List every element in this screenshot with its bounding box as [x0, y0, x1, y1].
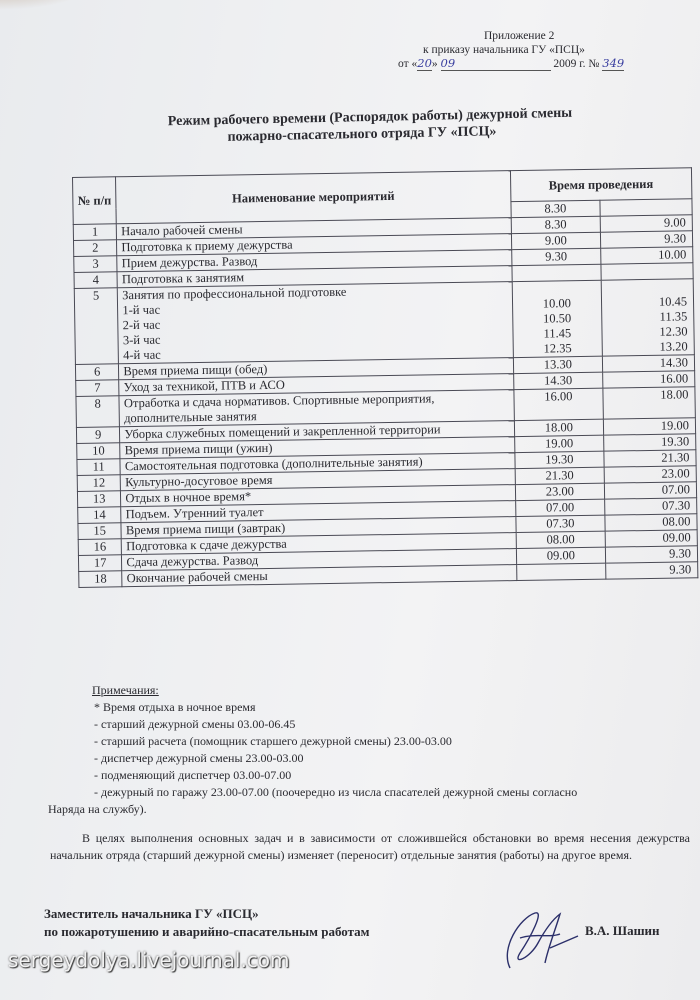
row-number: 16 [78, 539, 122, 556]
row-start-time: 13.30 [513, 356, 603, 373]
closing-paragraph: В целях выполнения основных задач и в зависимости от сложившейся обстановки во время несения дежурства начальник отряда (старший дежурной смены) изменяет (переносит) отдельные занятия (работы) на другое время. [50, 831, 690, 862]
note-continuation: Наряда на службу). [48, 802, 147, 816]
row-activity [118, 282, 513, 364]
row-end-time: 14.30 [603, 355, 695, 372]
row-activity: Время приема пищи (обед) [119, 358, 513, 380]
handwritten-signature [490, 908, 580, 978]
row-number: 1 [73, 224, 117, 241]
sub-start-time: 10.00 [542, 296, 572, 311]
sub-hour-label: 1-й час [122, 302, 161, 318]
row-activity: Отработка и сдача нормативов. Спортивные мероприятия, дополнительные занятия [119, 390, 514, 427]
sub-hour-label: 4-й час [123, 347, 161, 363]
row-number: 11 [77, 459, 121, 476]
row-activity: Самостоятельная подготовка (дополнительные занятия) [120, 453, 514, 475]
row-end-time: 21.30 [604, 450, 696, 467]
row-number: 6 [75, 364, 119, 381]
row-start-time: 07.00 [515, 499, 605, 516]
row-number: 15 [78, 523, 122, 540]
row-activity: Отдых в ночное время* [121, 485, 515, 507]
appendix-line-2: к приказу начальника ГУ «ПСЦ» [423, 44, 585, 56]
row-end-times [601, 279, 694, 356]
row-end-time [601, 263, 693, 280]
row-activity: Сдача дежурства. Развод [122, 549, 516, 571]
document-title-line-2: пожарно-спасательного отряда ГУ «ПСЦ» [227, 124, 497, 145]
row-activity: Время приема пищи (завтрак) [121, 517, 515, 539]
row-number: 9 [76, 427, 120, 444]
header-num: № п/п [73, 177, 117, 225]
sub-end-time: 13.20 [659, 339, 688, 354]
row-start-time: 9.00 [511, 232, 601, 249]
row-end-time: 18.00 [603, 387, 695, 419]
row-activity: Подготовка к занятиям [117, 266, 511, 288]
sub-start-time: 11.45 [543, 326, 572, 341]
row-activity: Окончание рабочей смены [122, 565, 516, 587]
pre-row-end [600, 199, 692, 216]
row-end-time: 9.30 [601, 231, 693, 248]
row-number: 14 [78, 507, 122, 524]
row-activity: Подготовка к приему дежурства [117, 234, 511, 256]
row-number: 7 [76, 380, 120, 397]
row-end-time: 9.00 [600, 215, 692, 232]
year-text: 2009 г. № [553, 58, 600, 70]
row-start-time: 09.00 [516, 547, 606, 564]
row-start-time: 21.30 [515, 467, 605, 484]
sub-hour-label: 3-й час [122, 332, 161, 348]
row-end-time: 9.30 [606, 562, 698, 579]
row-end-time: 10.00 [601, 247, 693, 264]
document-title-line-1: Режим рабочего времени (Распорядок работы) дежурной смены [167, 105, 573, 130]
note-item: - старший дежурной смены 03.00-06.45 [94, 717, 296, 731]
row-start-time: 14.30 [513, 372, 603, 389]
row-end-time: 9.30 [606, 546, 698, 563]
row-start-time: 07.30 [515, 515, 605, 532]
row-end-time: 19.30 [604, 434, 696, 451]
row-number: 8 [76, 396, 120, 428]
row-end-time: 23.00 [604, 466, 696, 483]
appendix-line-1: Приложение 2 [484, 30, 555, 42]
row-number: 5 [74, 288, 119, 365]
table-row [74, 279, 694, 365]
sub-start-time: 12.35 [543, 341, 572, 356]
sub-end-time: 10.45 [658, 294, 688, 309]
note-item: - старший расчета (помощник старшего дежурной смены) 23.00-03.00 [94, 734, 452, 748]
row-start-time: 16.00 [513, 388, 603, 420]
handwritten-order-number: 349 [602, 56, 625, 70]
date-prefix: от « [398, 58, 418, 70]
note-item: - дежурный по гаражу 23.00-07.00 (поочередно из числа спасателей дежурной смены согласно [94, 785, 578, 799]
row-activity: Уборка служебных помещений и закрепленной территории [120, 421, 514, 443]
row-end-time: 16.00 [603, 371, 695, 388]
row-number: 3 [74, 256, 118, 273]
row-activity: Подъем. Утренний туалет [121, 501, 515, 523]
paper-edge-shadow [0, 0, 100, 10]
row-number: 10 [77, 443, 121, 460]
appendix-line-3 [398, 57, 624, 71]
signature-block [44, 905, 370, 941]
row-start-time: 08.00 [516, 531, 606, 548]
row-start-time: 19.00 [514, 435, 604, 452]
row-number: 18 [79, 571, 123, 588]
notes-section [48, 682, 578, 816]
watermark: sergeydolya.livejournal.com [8, 948, 290, 972]
header-name: Наименование мероприятий [116, 171, 511, 224]
row-end-time: 09.00 [605, 530, 697, 547]
row-number: 13 [77, 491, 121, 508]
signatory-title-line-2: по пожаротушению и аварийно-спасательным работам [44, 924, 370, 939]
note-item: - диспетчер дежурной смены 23.00-03.00 [94, 751, 304, 765]
header-time: Время проведения [510, 168, 692, 202]
row-start-time: 8.30 [511, 216, 601, 233]
row-number: 12 [77, 475, 121, 492]
table-body [73, 215, 698, 588]
row-start-time: 19.30 [514, 451, 604, 468]
notes-header: Примечания: [92, 683, 159, 697]
row-number: 17 [78, 555, 122, 572]
row-activity: Прием дежурства. Развод [117, 250, 511, 272]
pre-row-start: 8.30 [510, 200, 600, 217]
row-activity: Начало рабочей смены [117, 218, 511, 240]
row-end-time: 19.00 [604, 418, 696, 435]
signer-name: В.А. Шашин [585, 923, 660, 938]
row-number: 4 [74, 272, 118, 289]
date-mid: » [431, 58, 438, 70]
activity-title: Занятия по профессиональной подготовке [122, 284, 347, 303]
row-start-time [516, 563, 606, 580]
row-activity: Подготовка к сдаче дежурства [122, 533, 516, 555]
schedule-table [72, 167, 698, 588]
sub-hour-label: 2-й час [122, 317, 161, 333]
row-number: 2 [73, 240, 117, 257]
row-start-time: 23.00 [515, 483, 605, 500]
row-end-time: 08.00 [605, 514, 697, 531]
handwritten-month: 09 [441, 57, 551, 71]
handwritten-day: 20 [417, 56, 432, 70]
row-activity: Культурно-досуговое время [121, 469, 515, 491]
signatory-title-line-1: Заместитель начальника ГУ «ПСЦ» [44, 906, 259, 921]
note-item: * Время отдыха в ночное время [94, 700, 256, 714]
row-start-time [511, 264, 601, 281]
row-activity: Время приема пищи (ужин) [120, 437, 514, 459]
row-start-time: 18.00 [514, 419, 604, 436]
row-end-time: 07.30 [605, 498, 697, 515]
row-start-time: 9.30 [511, 248, 601, 265]
sub-end-time: 12.30 [659, 324, 688, 339]
sub-start-time: 10.50 [542, 311, 572, 326]
row-activity: Уход за техникой, ПТВ и АСО [119, 374, 513, 396]
note-item: - подменяющий диспетчер 03.00-07.00 [94, 768, 292, 782]
sub-end-time: 11.35 [659, 309, 688, 324]
row-end-time: 07.00 [605, 482, 697, 499]
row-start-times [512, 280, 603, 357]
